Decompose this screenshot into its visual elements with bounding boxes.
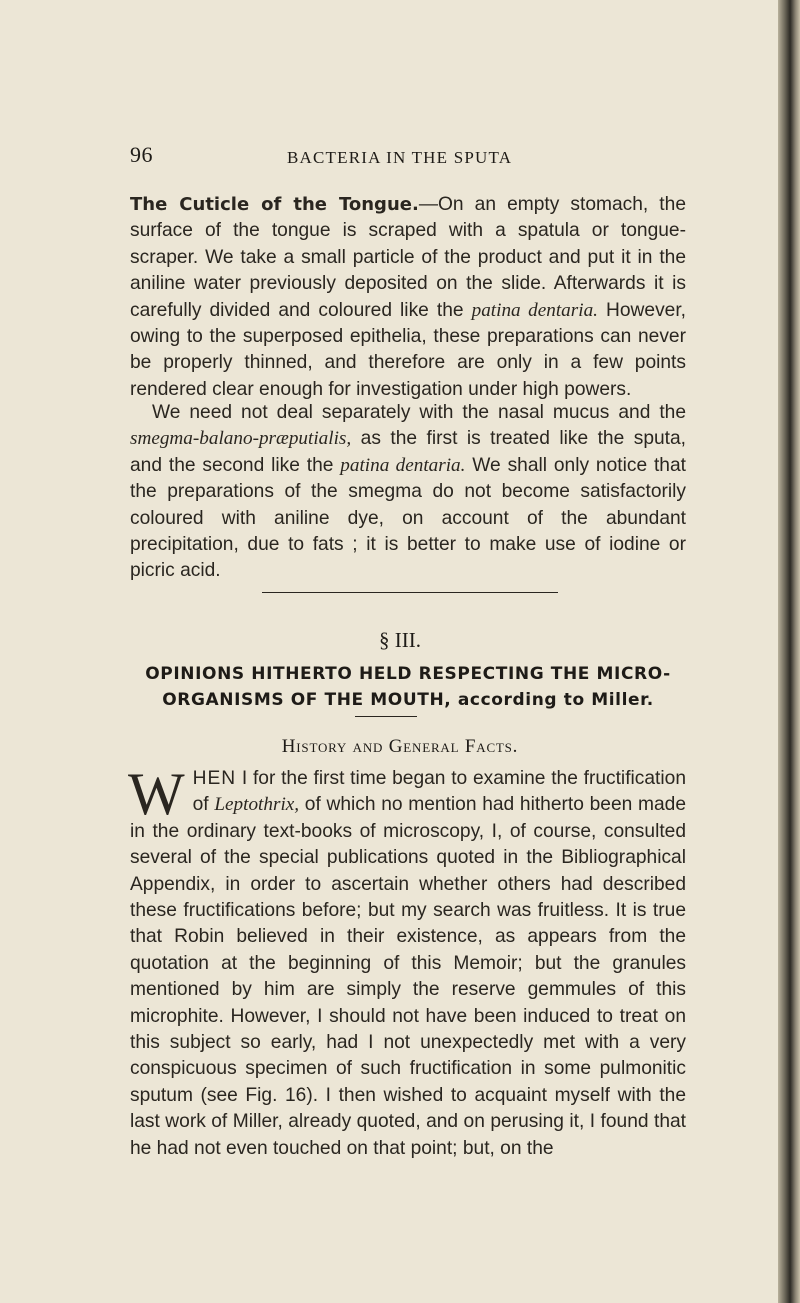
paragraph-lead: The Cuticle of the Tongue.	[130, 194, 419, 215]
first-word: HEN	[192, 768, 237, 789]
paragraph-text: We shall only notice that the preparations of the smegma do not become satisfactorily coloured with aniline dye, on account of the abundant precipitation, due to fats ; it is better to make use of iodine or picric acid.	[130, 454, 686, 582]
italic-term: Leptothrix,	[214, 794, 300, 816]
italic-term: patina dentaria.	[340, 454, 466, 476]
paragraph-text: —On an empty stomach, the surface of the tongue is scraped with a spatula or tongue-scraper. We take a small particle of the product and put it in the aniline water previously deposited on the slide. Afterwards it is carefully divided and coloured like the	[130, 194, 686, 321]
page-header	[130, 142, 730, 172]
paragraph-history	[128, 761, 686, 1162]
paragraph-nasal-mucus	[130, 400, 686, 585]
drop-cap: W	[128, 761, 185, 827]
section-title	[130, 661, 686, 713]
section-title-line: ORGANISMS OF THE MOUTH, according to Miller.	[162, 690, 654, 710]
section-title-line: OPINIONS HITHERTO HELD RESPECTING THE MICRO-	[145, 664, 671, 684]
title-underline	[355, 716, 417, 717]
running-head: BACTERIA IN THE SPUTA	[287, 148, 513, 167]
paragraph-text: I for the first time began to examine the fructification of	[192, 768, 686, 816]
page-number: 96	[130, 142, 153, 167]
paragraph-text: However, owing to the superposed epithelia, these preparations can never be properly thinned, and therefore are only in a few points rendered clear enough for investigation under high powers.	[130, 299, 686, 400]
page-edge-shadow	[778, 0, 800, 1303]
italic-term: patina dentaria.	[471, 299, 598, 321]
paragraph-tongue-cuticle	[130, 192, 686, 403]
subheading: History and General Facts.	[281, 736, 519, 757]
section-number: § III.	[379, 628, 421, 652]
paragraph-text: as the first is treated like the sputa, and the second like the	[130, 428, 686, 476]
paragraph-text: of which no mention had hitherto been made in the ordinary text-books of microscopy, I, of course, consulted several of the special publications quoted in the Bibliographical Appendix, in order to ascertain whether others had described these fructifications before; but my search was fruitless. It is true that Robin believed in their existence, as appears from the quotation at the beginning of this Memoir; but the granules mentioned by him are simply the reserve gemmules of this microphite. However, I should not have been induced to treat on this subject so early, had I not unexpectedly met with a very conspicuous specimen of such fructification in some pulmonitic sputum (see Fig. 16). I then wished to acquaint myself with the last work of Miller, already quoted, and on perusing it, I found that he had not even touched on that point; but, on the	[130, 794, 686, 1159]
section-divider	[262, 592, 558, 593]
italic-term: smegma-balano-præputialis,	[130, 428, 352, 450]
paragraph-text: We need not deal separately with the nasal mucus and the	[152, 402, 686, 423]
